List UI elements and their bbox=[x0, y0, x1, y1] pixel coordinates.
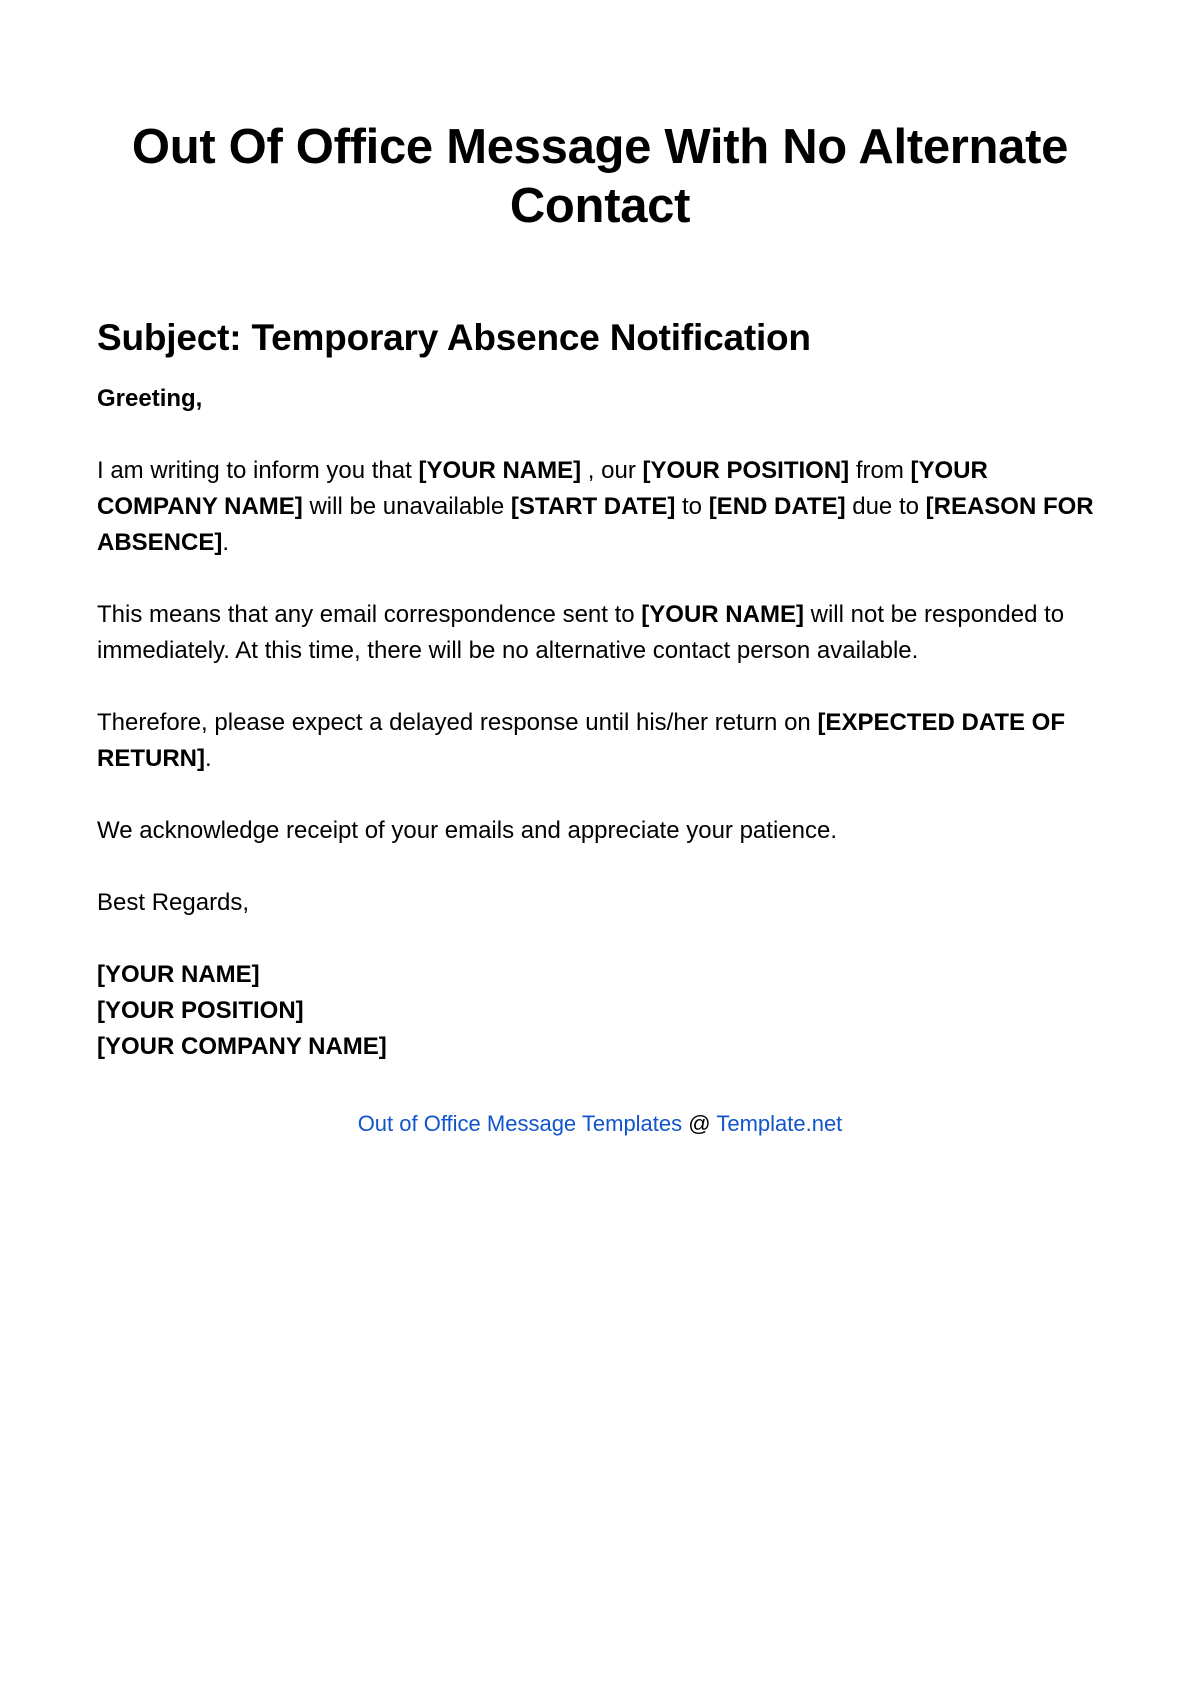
text-segment: , our bbox=[581, 457, 643, 484]
footer-separator: @ bbox=[682, 1111, 717, 1136]
placeholder-company-name: [YOUR COMPANY NAME] bbox=[97, 457, 988, 520]
placeholder-your-name: [YOUR NAME] bbox=[641, 601, 804, 628]
email-subject: Subject: Temporary Absence Notification bbox=[97, 317, 811, 358]
footer bbox=[0, 1109, 1200, 1139]
closing: Best Regards, bbox=[97, 889, 250, 916]
text-segment: . bbox=[205, 745, 212, 772]
text-segment: will not be responded to immediately. At this time, there will be no alternative contact person available. bbox=[97, 601, 1065, 664]
text-segment: will be unavailable bbox=[302, 493, 511, 520]
paragraph-delayed-response bbox=[97, 705, 1107, 777]
placeholder-return-date: [EXPECTED DATE OF RETURN] bbox=[97, 709, 1066, 772]
letter-body bbox=[97, 313, 1107, 1065]
paragraph-no-response bbox=[97, 597, 1107, 669]
template-net-link[interactable]: Template.net bbox=[716, 1111, 843, 1136]
placeholder-your-position: [YOUR POSITION] bbox=[642, 457, 850, 484]
placeholder-end-date: [END DATE] bbox=[708, 493, 846, 520]
signature-name: [YOUR NAME] bbox=[97, 961, 260, 988]
signature-block bbox=[97, 957, 1107, 1065]
text-segment: Therefore, please expect a delayed response until his/her return on bbox=[97, 709, 818, 736]
placeholder-start-date: [START DATE] bbox=[510, 493, 676, 520]
text-segment: . bbox=[222, 529, 230, 556]
text-segment: This means that any email correspondence sent to bbox=[97, 601, 642, 628]
signature-position: [YOUR POSITION] bbox=[97, 997, 304, 1024]
text-segment: due to bbox=[845, 493, 926, 520]
placeholder-your-name: [YOUR NAME] bbox=[418, 457, 582, 484]
paragraph-acknowledge: We acknowledge receipt of your emails and appreciate your patience. bbox=[97, 817, 837, 844]
signature-company: [YOUR COMPANY NAME] bbox=[97, 1033, 387, 1060]
text-segment: to bbox=[675, 493, 709, 520]
text-segment: I am writing to inform you that bbox=[97, 457, 419, 484]
text-segment: from bbox=[849, 457, 911, 484]
placeholder-reason: [REASON FOR ABSENCE] bbox=[97, 493, 1094, 556]
greeting: Greeting, bbox=[97, 385, 203, 412]
paragraph-inform bbox=[97, 453, 1107, 561]
templates-link[interactable]: Out of Office Message Templates bbox=[357, 1111, 683, 1136]
document-title: Out Of Office Message With No Alternate Contact bbox=[131, 120, 1069, 233]
